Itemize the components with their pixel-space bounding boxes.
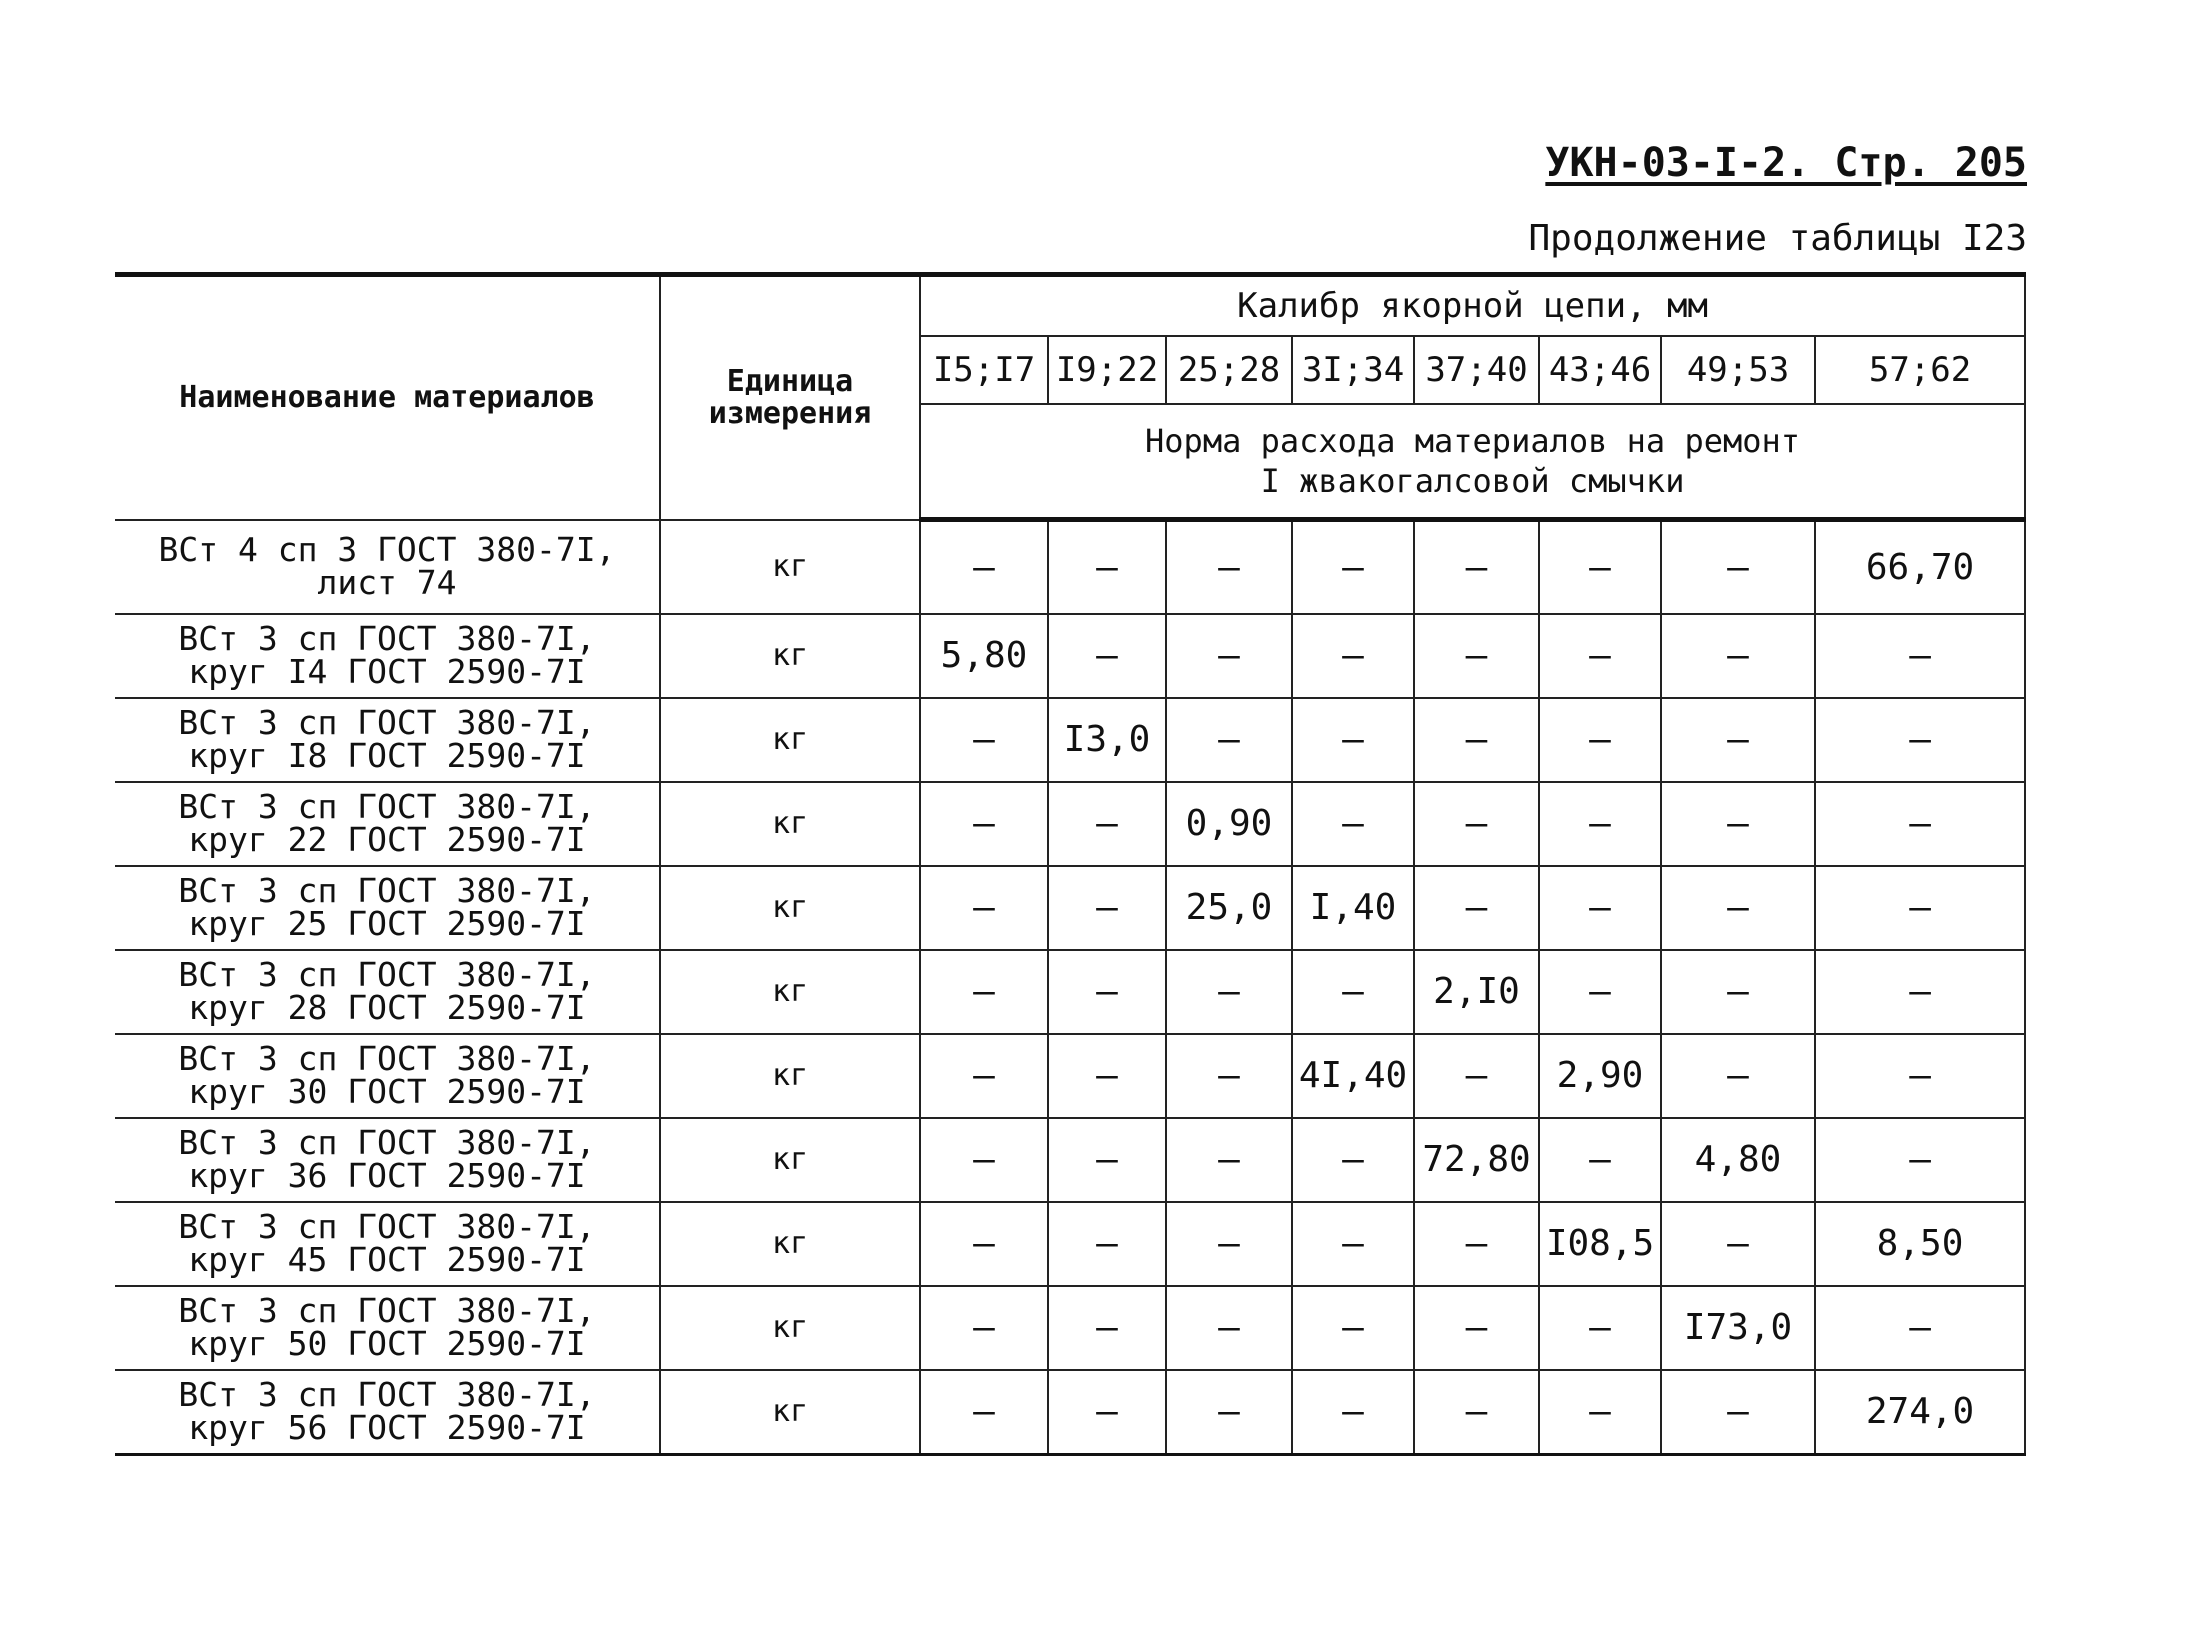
norm-value-cell: – bbox=[1292, 782, 1414, 866]
material-name-cell bbox=[115, 1034, 660, 1118]
material-name-line2: круг 22 ГОСТ 2590-7I bbox=[188, 819, 586, 859]
norm-value-cell: – bbox=[1292, 1370, 1414, 1455]
norm-value-cell: I3,0 bbox=[1048, 698, 1166, 782]
norm-value-cell: – bbox=[1539, 1370, 1661, 1455]
norm-group-header bbox=[920, 404, 2025, 520]
norm-value-cell: I08,5 bbox=[1539, 1202, 1661, 1286]
material-name-cell bbox=[115, 866, 660, 950]
norm-value-cell: – bbox=[1661, 950, 1815, 1034]
norm-value-cell: 0,90 bbox=[1166, 782, 1292, 866]
unit-cell: кг bbox=[660, 520, 920, 614]
norm-value-cell: – bbox=[1048, 866, 1166, 950]
caliber-header: 37;40 bbox=[1414, 336, 1539, 404]
norm-value-cell: – bbox=[1048, 1202, 1166, 1286]
material-name-line2: круг 45 ГОСТ 2590-7I bbox=[188, 1239, 586, 1279]
column-header-material-name: Наименование материалов bbox=[115, 275, 660, 520]
norm-value-cell: – bbox=[1815, 866, 2025, 950]
page-reference: УКН-03-I-2. Стр. 205 bbox=[1545, 140, 2027, 186]
norm-value-cell: – bbox=[1539, 866, 1661, 950]
norm-value-cell: – bbox=[1815, 698, 2025, 782]
unit-cell: кг bbox=[660, 1370, 920, 1455]
norm-value-cell: – bbox=[920, 1034, 1048, 1118]
norm-value-cell: 25,0 bbox=[1166, 866, 1292, 950]
norm-value-cell: – bbox=[1292, 698, 1414, 782]
norm-value-cell: – bbox=[1539, 1118, 1661, 1202]
norm-value-cell: – bbox=[1815, 1118, 2025, 1202]
material-name-line1: ВСт 4 сп 3 ГОСТ 380-7I, bbox=[158, 530, 616, 570]
norm-value-cell: – bbox=[1166, 1202, 1292, 1286]
norm-value-cell: – bbox=[920, 698, 1048, 782]
norm-value-cell: – bbox=[1539, 698, 1661, 782]
material-name-line1: ВСт 3 сп ГОСТ 380-7I, bbox=[178, 787, 596, 827]
norm-value-cell: – bbox=[1292, 614, 1414, 698]
norm-value-cell: – bbox=[1166, 698, 1292, 782]
norm-value-cell: – bbox=[1414, 698, 1539, 782]
norm-value-cell: – bbox=[1661, 1034, 1815, 1118]
material-name-cell bbox=[115, 520, 660, 614]
norm-value-cell: 4,80 bbox=[1661, 1118, 1815, 1202]
norm-value-cell: – bbox=[1539, 520, 1661, 614]
material-name-line1: ВСт 3 сп ГОСТ 380-7I, bbox=[178, 871, 596, 911]
unit-cell: кг bbox=[660, 698, 920, 782]
norm-value-cell: 66,70 bbox=[1815, 520, 2025, 614]
norm-value-cell: – bbox=[1539, 614, 1661, 698]
norm-value-cell: 2,I0 bbox=[1414, 950, 1539, 1034]
norm-value-cell: – bbox=[1048, 1370, 1166, 1455]
norm-value-cell: – bbox=[1292, 1118, 1414, 1202]
table-row bbox=[115, 950, 2025, 1034]
material-name-cell bbox=[115, 698, 660, 782]
norm-value-cell: I73,0 bbox=[1661, 1286, 1815, 1370]
norm-value-cell: – bbox=[1048, 614, 1166, 698]
norm-value-cell: 8,50 bbox=[1815, 1202, 2025, 1286]
material-name-cell bbox=[115, 614, 660, 698]
material-name-line2: круг I4 ГОСТ 2590-7I bbox=[188, 651, 586, 691]
norm-value-cell: – bbox=[1166, 1286, 1292, 1370]
unit-cell: кг bbox=[660, 1202, 920, 1286]
norm-value-cell: – bbox=[1661, 614, 1815, 698]
norm-value-cell: – bbox=[920, 1370, 1048, 1455]
unit-cell: кг bbox=[660, 614, 920, 698]
norm-title-line2: I жвакогалсовой смычки bbox=[1260, 462, 1685, 500]
norm-value-cell: – bbox=[1815, 614, 2025, 698]
norm-value-cell: I,40 bbox=[1292, 866, 1414, 950]
norm-value-cell: – bbox=[1414, 1034, 1539, 1118]
unit-cell: кг bbox=[660, 950, 920, 1034]
norm-value-cell: – bbox=[1166, 950, 1292, 1034]
norm-value-cell: – bbox=[920, 1286, 1048, 1370]
norm-value-cell: – bbox=[1815, 1286, 2025, 1370]
norm-value-cell: – bbox=[1815, 950, 2025, 1034]
unit-cell: кг bbox=[660, 1034, 920, 1118]
unit-cell: кг bbox=[660, 782, 920, 866]
norm-value-cell: – bbox=[1414, 782, 1539, 866]
material-name-line1: ВСт 3 сп ГОСТ 380-7I, bbox=[178, 1291, 596, 1331]
norm-value-cell: – bbox=[1166, 520, 1292, 614]
caliber-header: 49;53 bbox=[1661, 336, 1815, 404]
material-name-line2: круг 36 ГОСТ 2590-7I bbox=[188, 1155, 586, 1195]
material-name-line2: круг 56 ГОСТ 2590-7I bbox=[188, 1407, 586, 1447]
norm-value-cell: – bbox=[1292, 1202, 1414, 1286]
norm-value-cell: – bbox=[1292, 1286, 1414, 1370]
norm-value-cell: 5,80 bbox=[920, 614, 1048, 698]
norm-value-cell: – bbox=[920, 1202, 1048, 1286]
material-name-line1: ВСт 3 сп ГОСТ 380-7I, bbox=[178, 1039, 596, 1079]
material-name-cell bbox=[115, 1118, 660, 1202]
norm-value-cell: – bbox=[1539, 950, 1661, 1034]
caliber-header: 3I;34 bbox=[1292, 336, 1414, 404]
norm-value-cell: – bbox=[1048, 1286, 1166, 1370]
material-name-line1: ВСт 3 сп ГОСТ 380-7I, bbox=[178, 1123, 596, 1163]
norm-value-cell: – bbox=[1661, 520, 1815, 614]
table-row bbox=[115, 866, 2025, 950]
norm-value-cell: – bbox=[1414, 866, 1539, 950]
column-header-unit: Единица измерения bbox=[660, 275, 920, 520]
caliber-header: I5;I7 bbox=[920, 336, 1048, 404]
norm-value-cell: – bbox=[1661, 866, 1815, 950]
material-name-cell bbox=[115, 782, 660, 866]
caliber-header: I9;22 bbox=[1048, 336, 1166, 404]
table-row bbox=[115, 1370, 2025, 1455]
materials-norm-table bbox=[115, 272, 2026, 1456]
material-name-line2: лист 74 bbox=[317, 562, 457, 602]
caliber-header: 57;62 bbox=[1815, 336, 2025, 404]
norm-value-cell: – bbox=[1048, 782, 1166, 866]
norm-value-cell: – bbox=[1166, 1034, 1292, 1118]
caliber-header: 25;28 bbox=[1166, 336, 1292, 404]
norm-value-cell: – bbox=[920, 866, 1048, 950]
material-name-line2: круг 25 ГОСТ 2590-7I bbox=[188, 903, 586, 943]
norm-value-cell: – bbox=[920, 782, 1048, 866]
norm-value-cell: – bbox=[1048, 950, 1166, 1034]
material-name-cell bbox=[115, 1202, 660, 1286]
norm-value-cell: – bbox=[1414, 1286, 1539, 1370]
norm-value-cell: 72,80 bbox=[1414, 1118, 1539, 1202]
norm-value-cell: – bbox=[1414, 614, 1539, 698]
norm-value-cell: – bbox=[1661, 698, 1815, 782]
norm-value-cell: – bbox=[1292, 520, 1414, 614]
norm-value-cell: – bbox=[1048, 1034, 1166, 1118]
norm-value-cell: – bbox=[1414, 1202, 1539, 1286]
table-row bbox=[115, 520, 2025, 614]
norm-title-line1: Норма расхода материалов на ремонт bbox=[1145, 422, 1801, 460]
norm-value-cell: – bbox=[920, 520, 1048, 614]
material-name-line1: ВСт 3 сп ГОСТ 380-7I, bbox=[178, 955, 596, 995]
norm-value-cell: – bbox=[1539, 782, 1661, 866]
unit-cell: кг bbox=[660, 866, 920, 950]
material-name-line2: круг 50 ГОСТ 2590-7I bbox=[188, 1323, 586, 1363]
table-row bbox=[115, 1118, 2025, 1202]
norm-value-cell: – bbox=[1048, 520, 1166, 614]
caliber-header: 43;46 bbox=[1539, 336, 1661, 404]
material-name-cell bbox=[115, 1286, 660, 1370]
unit-cell: кг bbox=[660, 1286, 920, 1370]
caliber-group-header: Калибр якорной цепи, мм bbox=[920, 275, 2025, 337]
unit-cell: кг bbox=[660, 1118, 920, 1202]
material-name-line1: ВСт 3 сп ГОСТ 380-7I, bbox=[178, 619, 596, 659]
norm-value-cell: 4I,40 bbox=[1292, 1034, 1414, 1118]
norm-value-cell: 2,90 bbox=[1539, 1034, 1661, 1118]
norm-value-cell: 274,0 bbox=[1815, 1370, 2025, 1455]
table-row bbox=[115, 1202, 2025, 1286]
table-row bbox=[115, 1286, 2025, 1370]
norm-value-cell: – bbox=[1166, 1118, 1292, 1202]
norm-value-cell: – bbox=[920, 950, 1048, 1034]
table-row bbox=[115, 782, 2025, 866]
material-name-cell bbox=[115, 950, 660, 1034]
material-name-line1: ВСт 3 сп ГОСТ 380-7I, bbox=[178, 703, 596, 743]
norm-value-cell: – bbox=[1166, 614, 1292, 698]
norm-value-cell: – bbox=[1815, 782, 2025, 866]
norm-value-cell: – bbox=[1292, 950, 1414, 1034]
material-name-line2: круг I8 ГОСТ 2590-7I bbox=[188, 735, 586, 775]
material-name-line2: круг 28 ГОСТ 2590-7I bbox=[188, 987, 586, 1027]
norm-value-cell: – bbox=[1414, 1370, 1539, 1455]
table-row bbox=[115, 1034, 2025, 1118]
norm-value-cell: – bbox=[1414, 520, 1539, 614]
norm-value-cell: – bbox=[1661, 782, 1815, 866]
material-name-line2: круг 30 ГОСТ 2590-7I bbox=[188, 1071, 586, 1111]
norm-value-cell: – bbox=[1661, 1202, 1815, 1286]
table-row bbox=[115, 614, 2025, 698]
table-continuation-caption: Продолжение таблицы I23 bbox=[1528, 218, 2027, 259]
table-row bbox=[115, 698, 2025, 782]
norm-value-cell: – bbox=[1166, 1370, 1292, 1455]
material-name-line1: ВСт 3 сп ГОСТ 380-7I, bbox=[178, 1207, 596, 1247]
material-name-line1: ВСт 3 сп ГОСТ 380-7I, bbox=[178, 1375, 596, 1415]
norm-value-cell: – bbox=[1539, 1286, 1661, 1370]
material-name-cell bbox=[115, 1370, 660, 1455]
norm-value-cell: – bbox=[1815, 1034, 2025, 1118]
norm-value-cell: – bbox=[1048, 1118, 1166, 1202]
norm-value-cell: – bbox=[1661, 1370, 1815, 1455]
norm-value-cell: – bbox=[920, 1118, 1048, 1202]
